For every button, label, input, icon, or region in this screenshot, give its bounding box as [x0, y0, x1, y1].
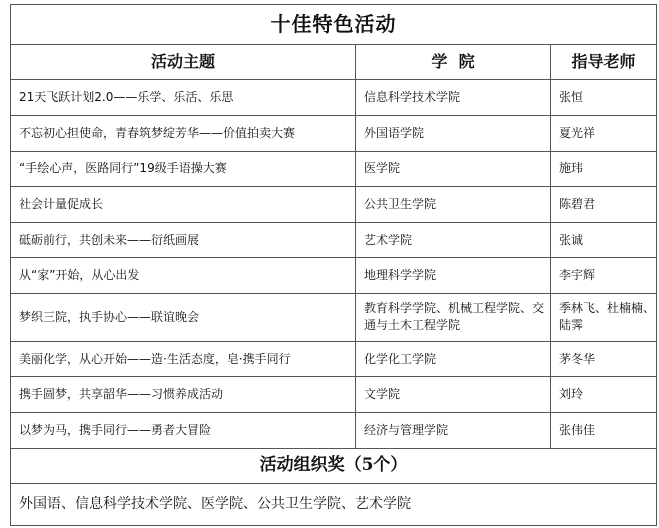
table-row — [11, 412, 657, 448]
header-advisor: 指导老师 — [551, 44, 657, 80]
table-row — [11, 115, 657, 151]
cell-college: 信息科学技术学院 — [356, 80, 551, 116]
table-row — [11, 341, 657, 377]
cell-advisor: 刘玲 — [551, 377, 657, 413]
cell-advisor: 李宇辉 — [551, 258, 657, 294]
cell-advisor: 张诚 — [551, 222, 657, 258]
cell-college: 医学院 — [356, 151, 551, 187]
cell-advisor: 茅冬华 — [551, 341, 657, 377]
cell-college: 公共卫生学院 — [356, 187, 551, 223]
cell-advisor: 陈碧君 — [551, 187, 657, 223]
cell-advisor: 季林飞、杜楠楠、陆霁 — [551, 293, 657, 341]
cell-college: 艺术学院 — [356, 222, 551, 258]
cell-theme: 携手圆梦，共享韶华——习惯养成活动 — [11, 377, 356, 413]
cell-college: 经济与管理学院 — [356, 412, 551, 448]
cell-college: 文学院 — [356, 377, 551, 413]
cell-theme: 社会计量促成长 — [11, 187, 356, 223]
table-row — [11, 222, 657, 258]
cell-college: 地理科学学院 — [356, 258, 551, 294]
cell-advisor: 张恒 — [551, 80, 657, 116]
cell-advisor: 夏光祥 — [551, 115, 657, 151]
table-row — [11, 293, 657, 341]
table-title: 十佳特色活动 — [11, 5, 657, 45]
cell-theme: 砥砺前行，共创未来——衍纸画展 — [11, 222, 356, 258]
cell-college: 化学化工学院 — [356, 341, 551, 377]
cell-theme: 梦织三院，执手协心——联谊晚会 — [11, 293, 356, 341]
header-college: 学 院 — [356, 44, 551, 80]
cell-theme: 美丽化学，从心开始——造·生活态度，皂·携手同行 — [11, 341, 356, 377]
header-theme: 活动主题 — [11, 44, 356, 80]
cell-theme: 21天飞跃计划2.0——乐学、乐活、乐思 — [11, 80, 356, 116]
table-row — [11, 377, 657, 413]
table-row — [11, 151, 657, 187]
cell-college: 教育科学学院、机械工程学院、交通与土木工程学院 — [356, 293, 551, 341]
cell-theme: “手绘心声，医路同行”19级手语操大赛 — [11, 151, 356, 187]
cell-advisor: 张伟佳 — [551, 412, 657, 448]
cell-theme: 从“家”开始，从心出发 — [11, 258, 356, 294]
cell-college: 外国语学院 — [356, 115, 551, 151]
table-row — [11, 80, 657, 116]
cell-theme: 不忘初心担使命，青春筑梦绽芳华——价值拍卖大赛 — [11, 115, 356, 151]
table-row — [11, 258, 657, 294]
table-row — [11, 187, 657, 223]
award-title: 活动组织奖（5个） — [11, 448, 657, 484]
cell-advisor: 施玮 — [551, 151, 657, 187]
cell-theme: 以梦为马，携手同行——勇者大冒险 — [11, 412, 356, 448]
activities-table — [10, 4, 657, 526]
award-winners: 外国语、信息科学技术学院、医学院、公共卫生学院、艺术学院 — [11, 484, 657, 526]
